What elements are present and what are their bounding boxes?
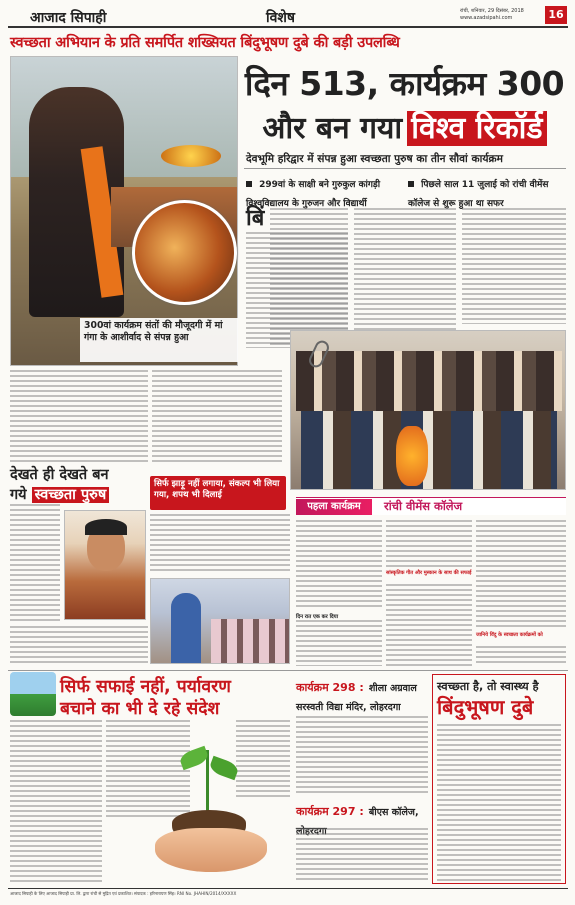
col-headline-prefix: गये [10,487,27,503]
program-297-body [296,828,428,882]
health-headline-line2: बिंदुभूषण दुबे [437,695,534,719]
people-row-front [301,411,557,490]
paper-name: आजाद सिपाही [30,10,107,26]
subheading-sanskritik: सांस्कृतिक गीत और मुस्कान के साथ की सफाई [386,570,472,576]
event-photo [150,578,290,664]
masthead [8,6,568,28]
first-program-label: पहला कार्यक्रम [296,499,372,515]
env-headline-line2: बचाने का भी दे रहे संदेश [60,699,220,719]
inset-circle-photo [132,200,237,305]
left-body-text [10,370,148,462]
first-program-bar [296,497,566,515]
main-headline-line2 [242,106,567,147]
bullet-1 [246,172,404,210]
program-297-label: कार्यक्रम 297 : [296,805,364,818]
quote-box [150,476,286,510]
quote-text: सिर्फ झाड़ू नहीं लगाया, संकल्प भी लिया गया, शपथ भी दिलाई [154,479,280,500]
col-headline-highlight: स्वच्छता पुरुष [32,487,110,503]
article-body-col-2 [354,208,456,348]
bullet-square-icon [246,181,252,187]
right-body-col-3b [476,646,566,666]
right-body-col-1 [296,520,382,610]
env-headline-line1: सिर्फ सफाई नहीं, पर्यावरण [60,677,231,697]
flower-garland [396,426,428,486]
banner-headline: स्वच्छता अभियान के प्रति समर्पित शख्सियत बिंदुभूषण दुबे की बड़ी उपलब्धि [10,35,400,51]
program-298-body [296,716,428,796]
speaker-figure [171,593,201,663]
mid-body-text [152,370,282,462]
sapling-leaf-right [208,756,240,781]
aarti-lamp [161,145,221,167]
right-body-col-1b [296,620,382,666]
right-body-col-3 [476,520,566,630]
program-298-label: कार्यक्रम 298 : [296,681,364,694]
program-298-text: शीला अग्रवाल सरस्वती विद्या मंदिर, लोहरदगा [296,683,417,713]
group-photo [290,330,566,490]
portrait-side-text [10,504,60,624]
right-body-col-2b [386,584,472,666]
bullet-2-text: पिछले साल 11 जुलाई को रांची वीमेंस कॉलेज से शुरू हुआ था सफर [408,180,549,209]
subheading-janiye: जानिये विंदु के स्वच्छता कार्यक्रमों को [476,632,543,638]
sapling-illustration [150,740,270,880]
footer-rule [8,888,568,889]
section-label: विशेष [266,10,296,26]
footer-imprint: आजाद सिपाही के लिए आजाद सिपाही प्रा. लि. द्वारा रांची से मुद्रित एवं प्रकाशित। संपादक : हरिनारायण सिंह। RNI No. JHAHIN/2014/XXXXX [10,891,237,896]
health-body [437,724,561,884]
program-297-text: बीएस कॉलेज, लोहरदगा [296,807,419,837]
date-line: रांची, शनिवार, 29 दिसंबर, 2018 [460,8,524,14]
photo-caption: 300वां कार्यक्रम संतों की मौजूदगी में मां गंगा के आशीर्वाद से संपन्न हुआ [84,320,223,343]
bottom-divider [8,670,568,671]
website: www.azadsipahi.com [460,15,513,21]
photo-caption-box [80,318,238,362]
left-lower-text [10,626,148,666]
col-headline [10,466,148,504]
drop-cap: बिं [246,206,265,231]
main-headline-highlight: विश्व रिकॉर्ड [407,111,546,146]
health-box [432,674,566,884]
env-headline [60,676,292,720]
bullet-1-text: 299वां के साक्षी बने गुरुकुल कांगड़ी विश्वविद्यालय के गुरुजन और विद्यार्थी [246,180,381,209]
main-headline-prefix: और बन गया [262,111,403,146]
main-subhead: देवभूमि हरिद्वार में संपन्न हुआ स्वच्छता पुरुष का तीन सौवां कार्यक्रम [246,153,503,165]
env-body-col-1 [10,720,102,882]
portrait-hair [85,519,127,535]
people-row-back [296,351,562,411]
col-headline-line1: देखते ही देखते बन [10,467,109,483]
portrait-photo [64,510,146,620]
health-headline-line1: स्वच्छ्ता है, तो स्वास्थ्य है [437,680,539,693]
first-program-title: रांची वीमेंस कॉलेज [384,499,463,513]
program-298 [296,676,428,714]
hands [155,828,267,872]
right-body-col-2 [386,520,472,568]
bullet-square-icon [408,181,414,187]
middle-body-text [150,514,290,574]
bullet-2 [408,172,566,210]
article-body-col-3 [462,208,566,324]
hill-illustration [10,672,56,716]
subheading-dinraat: दिन रात एक कर दिया [296,614,339,620]
divider [244,168,566,169]
page-number: 16 [545,6,567,24]
audience [211,619,289,663]
main-headline-line1: दिन 513, कार्यक्रम 300 [244,64,565,103]
